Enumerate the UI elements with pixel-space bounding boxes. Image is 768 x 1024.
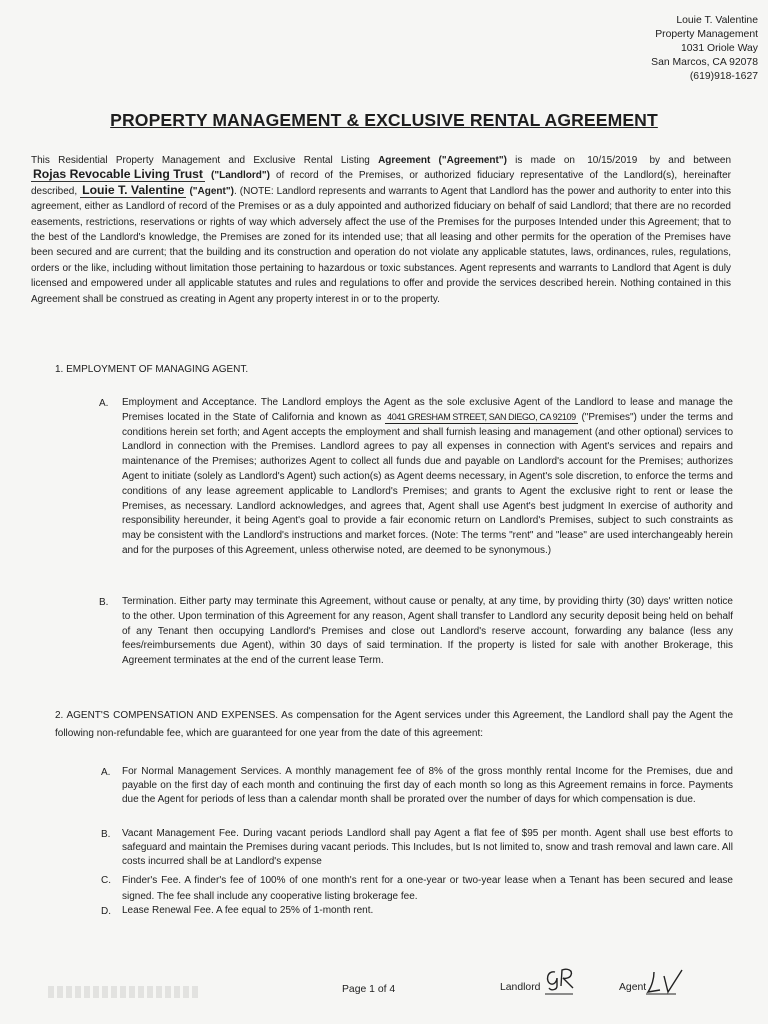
agent-address-block (651, 14, 758, 84)
section-1a-text-1: Employment and Acceptance. The Landlord employs the Agent as the sole exclusive Agent of the Landlord to lease and manage the Premises located in the State of California and known as (122, 397, 733, 423)
agent-company: Property Management (655, 29, 758, 40)
agreement-term: Agreement ("Agreement") (378, 155, 507, 166)
intro-text-3: by and between (649, 155, 732, 166)
section-2d-text: Lease Renewal Fee. A fee equal to 25% of 1-month rent. (122, 905, 374, 916)
section-2b-text: Vacant Management Fee. During vacant periods Landlord shall pay Agent a flat fee of $95 per month. Agent shall use best efforts to safeguard and maintain the Premises during vacant periods. This Includes, but Is not limited to, snow and trash removal and lawn care. All costs incurred shall be at Landlord's expense (122, 828, 733, 868)
section-1-heading: 1. EMPLOYMENT OF MANAGING AGENT. (55, 364, 249, 375)
faint-bleed-through (48, 986, 198, 998)
agent-street: 1031 Oriole Way (680, 43, 758, 54)
section-2-heading: 2. AGENT'S COMPENSATION AND EXPENSES. As compensation for the Agent services under this Agreement, the Landlord shall pay the Agent the following non-refundable fee, which are guaranteed for one year from the date of this agreement: (55, 710, 733, 739)
section-2d-label: D. (101, 906, 111, 917)
agreement-date: 10/15/2019 (587, 155, 638, 166)
intro-text-2: is made on (515, 155, 575, 166)
agent-phone: (619)918-1627 (689, 71, 758, 82)
agent-name-field: Louie T. Valentine (82, 182, 185, 197)
landlord-initials-signature (543, 964, 583, 1000)
section-1a-text-2: ("Premises") under the terms and conditions herein set forth; and Agent accepts the employment and shall furnish leasing and management (and other optional) services to Landlord in connection with the Premises. Landlord agrees to pay all expenses in connection with Agent's services and repairs and maintenance of the Premises; authorizes Agent to collect all funds due and payable on Landlord's account for the Premises; authorizes Agent to initiate (solely as Landlord's Agent) such action(s) as Agent deems necessary, in Agent's sole discretion, to enforce the terms and conditions of any lease agreement applicable to Landlord's Premises; and grants to Agent the exclusive right to rent or lease the Premises, as necessary. Landlord acknowledges, and agrees that, Agent shall use Agent's best judgment In exercise of authority and responsibility hereunder, it being Agent's goal to provide a fair economic return on Landlord's Premises, subject to such constraints as may be consistent with the Landlord's instructions and market forces. (Note: The terms "rent" and "lease" are used interchangeably herein and for the purposes of this Agreement, unless otherwise noted, are deemed to be synonymous.) (122, 411, 734, 556)
section-1b-label: B. (99, 597, 109, 608)
premises-address-field: 4041 GRESHAM STREET, SAN DIEGO, CA 92109 (387, 411, 576, 422)
section-2b-label: B. (101, 829, 111, 840)
intro-text-4: of record of the Premises, or authorized fiduciary representative of the Landlord(s), hereinafter described, (31, 170, 732, 197)
section-2c-text: Finder's Fee. A finder's fee of 100% of one month's rent for a one-year or two-year lease when a Tenant has been secured and lease signed. The fee shall include any cooperative listing brokerage fee. (122, 875, 733, 902)
section-2c-label: C. (101, 875, 111, 886)
section-2a-label: A. (101, 767, 111, 778)
agent-term: ("Agent") (189, 185, 234, 197)
landlord-term: ("Landlord") (211, 170, 270, 182)
landlord-name-field: Rojas Revocable Living Trust (33, 167, 203, 182)
section-1a-label: A. (99, 398, 109, 409)
agent-city: San Marcos, CA 92078 (651, 57, 758, 68)
page-number: Page 1 of 4 (342, 984, 396, 995)
section-1a-text (122, 396, 733, 559)
section-1b-text: Termination. Either party may terminate this Agreement, without cause or penalty, at any time, by providing thirty (30) days' written notice to the other. Upon termination of this Agreement for any reason, Agent shall transfer to Landlord any security deposit being held on behalf of any Tenant then occupying Landlord's Premises and close out Landlord's reserve account, forwarding any balance (less any fees/reimbursements due Agent), within 30 days of said termination. If the property is listed for sale with another Brokerage, this Agreement terminates at the end of the current lease Term. (122, 596, 733, 667)
document-title: PROPERTY MANAGEMENT & EXCLUSIVE RENTAL AGREEMENT (110, 110, 658, 130)
intro-text-1: This Residential Property Management and Exclusive Rental Listing (31, 155, 370, 166)
section-2a-text: For Normal Management Services. A monthly management fee of 8% of the gross monthly rental Income for the Premises, due and payable on the first day of each month and continuing the first day of each month so long as this Agreement remains in force. Payments due the Agent for periods of less than a calendar month shall be prorated over the number of days for which compensation is due. (122, 766, 733, 806)
agent-initials-label: Agent (619, 982, 647, 993)
agent-initials-signature (646, 968, 688, 998)
agent-name: Louie T. Valentine (676, 15, 758, 26)
intro-text-5: . (NOTE: Landlord represents and warrants to Agent that Landlord has the power and authority to enter into this agreement, either as Landlord of record of the Premises or as a duly appointed and authorized fiduciary on behalf of said Landlord; that there are no recorded easements, restrictions, reservations or rights of way which adversely affect the use of the Premises for the purposes Intended under this Agreement; that to the best of the Landlord's knowledge, the Premises are zoned for its intended use; that all leasing and other permits for the operation of the Premises have been secured and are current; that the building and its construction and operation do not violate any applicable statutes, laws, ordinances, rules, regulations, orders or the like, including without limitation those pertaining to hazardous or toxic substances. Agent represents and warrants to Landlord that Agent is duly licensed and empowered under all applicable statutes and rules and regulations to offer and provide the services described herein. Nothing contained in this Agreement shall be construed as creating in Agent any property interest in or to the property. (31, 185, 731, 305)
intro-paragraph (31, 153, 731, 307)
landlord-initials-label: Landlord (500, 982, 541, 993)
